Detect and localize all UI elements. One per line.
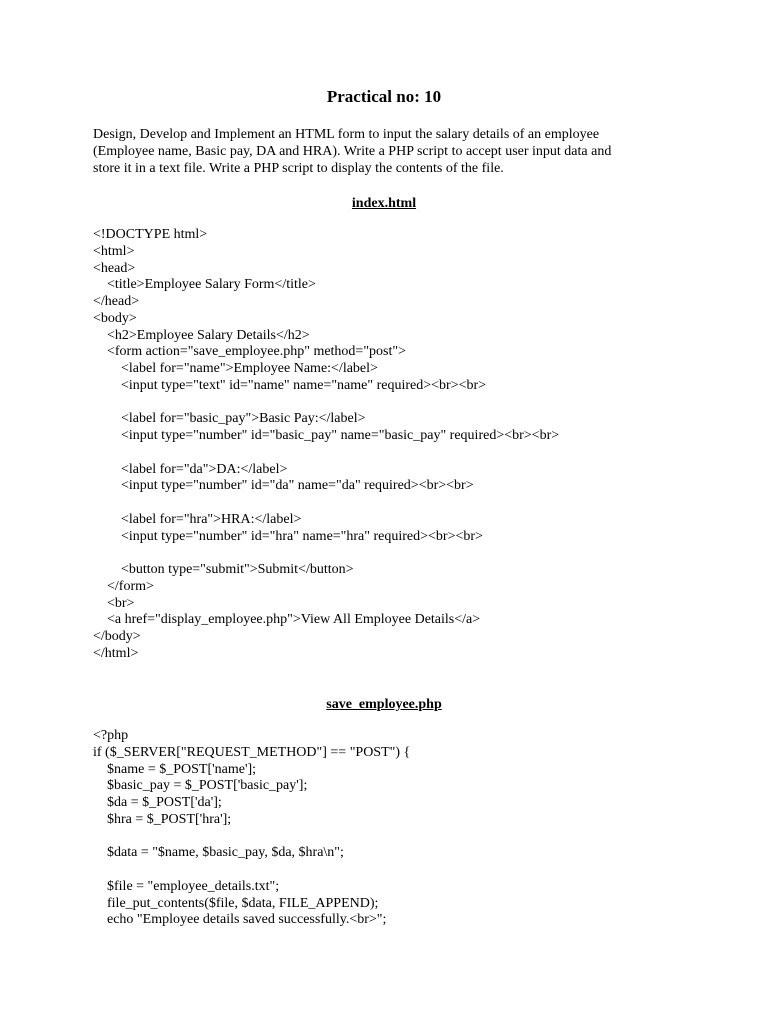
intro-line: Design, Develop and Implement an HTML form to input the salary details of an employee bbox=[93, 127, 600, 142]
intro-paragraph bbox=[93, 126, 693, 177]
code-line: if ($_SERVER["REQUEST_METHOD"] == "POST") { bbox=[93, 744, 411, 760]
code-line: <label for="da">DA:</label> bbox=[93, 461, 288, 477]
code-line: <input type="number" id="da" name="da" required><br><br> bbox=[93, 478, 474, 494]
code-block-index-html bbox=[93, 227, 713, 663]
code-line: <input type="text" id="name" name="name" required><br><br> bbox=[93, 377, 487, 393]
code-line: $hra = $_POST['hra']; bbox=[93, 811, 232, 827]
code-line: <title>Employee Salary Form</title> bbox=[93, 277, 316, 293]
code-line bbox=[93, 495, 713, 512]
code-line: <html> bbox=[93, 243, 135, 259]
section-heading-save-employee-php: save_employee.php bbox=[326, 697, 442, 712]
code-line: <a href="display_employee.php">View All Employee Details</a> bbox=[93, 612, 481, 628]
code-line: $da = $_POST['da']; bbox=[93, 795, 222, 810]
code-block-save-employee-php bbox=[93, 728, 713, 929]
code-line: <input type="number" id="hra" name="hra" required><br><br> bbox=[93, 528, 483, 544]
code-line: $basic_pay = $_POST['basic_pay']; bbox=[93, 778, 308, 794]
code-line: <button type="submit">Submit</button> bbox=[93, 562, 354, 577]
code-line: echo "Employee details saved successfully.<br>"; bbox=[93, 912, 387, 928]
code-line: </form> bbox=[93, 578, 154, 594]
code-line: $file = "employee_details.txt"; bbox=[93, 878, 280, 894]
code-line: <br> bbox=[93, 595, 135, 611]
code-line: <!DOCTYPE html> bbox=[93, 227, 208, 242]
code-line: <head> bbox=[93, 260, 136, 276]
page-title: Practical no: 10 bbox=[326, 87, 442, 106]
code-line: <form action="save_employee.php" method="post"> bbox=[93, 344, 406, 360]
code-line: <label for="basic_pay">Basic Pay:</label> bbox=[93, 411, 366, 427]
code-line bbox=[93, 445, 713, 462]
code-line: <label for="hra">HRA:</label> bbox=[93, 511, 302, 527]
code-line: <?php bbox=[93, 728, 129, 743]
code-line: <label for="name">Employee Name:</label> bbox=[93, 361, 378, 376]
code-line bbox=[93, 862, 713, 879]
code-line bbox=[93, 395, 713, 412]
code-line bbox=[93, 545, 713, 562]
section-heading-index-html: index.html bbox=[351, 196, 417, 211]
intro-line: (Employee name, Basic pay, DA and HRA). Write a PHP script to accept user input data and bbox=[93, 144, 612, 159]
code-line bbox=[93, 829, 713, 846]
code-line: </body> bbox=[93, 629, 141, 644]
code-line: <h2>Employee Salary Details</h2> bbox=[93, 327, 310, 343]
code-line: </head> bbox=[93, 294, 140, 309]
code-line: <input type="number" id="basic_pay" name="basic_pay" required><br><br> bbox=[93, 428, 560, 443]
code-line: <body> bbox=[93, 310, 137, 326]
code-line: </html> bbox=[93, 645, 139, 661]
code-line: $data = "$name, $basic_pay, $da, $hra\n"; bbox=[93, 845, 344, 861]
intro-line: store it in a text file. Write a PHP script to display the contents of the file. bbox=[93, 161, 504, 176]
code-line: file_put_contents($file, $data, FILE_APPEND); bbox=[93, 895, 379, 911]
code-line: $name = $_POST['name']; bbox=[93, 761, 257, 777]
